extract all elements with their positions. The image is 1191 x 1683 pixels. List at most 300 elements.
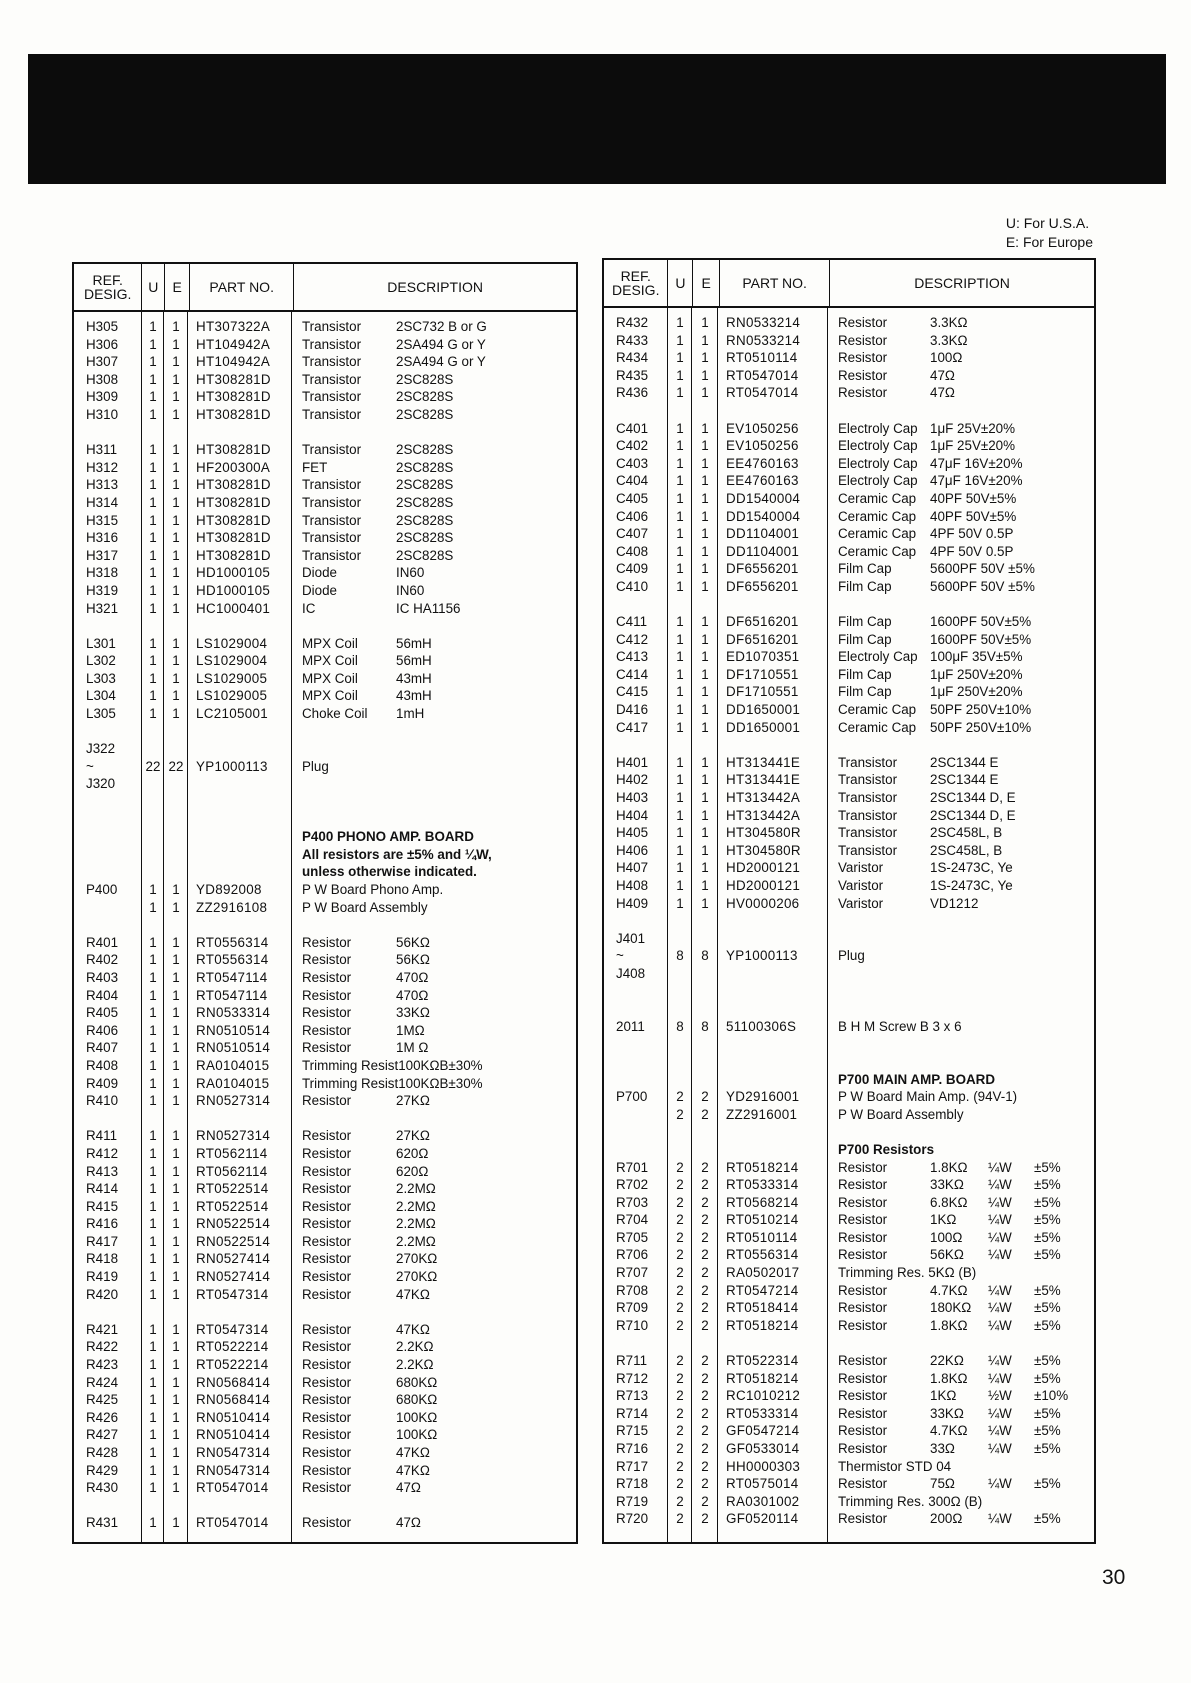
description-value: 33Ω: [930, 1441, 955, 1456]
part-number-cell: DF6556201: [726, 561, 799, 577]
description-tolerance: ±5%: [1034, 1212, 1061, 1228]
description-type: MPX Coil: [302, 653, 358, 669]
table-row: [604, 771, 1094, 789]
part-number-cell: RT0556314: [196, 934, 269, 950]
u-qty-cell: 1: [149, 1163, 157, 1179]
table-row: [74, 1479, 576, 1497]
ref-desig-cell: C406: [616, 508, 649, 524]
part-number-cell: RT0510214: [726, 1212, 799, 1228]
description-value: 4.7KΩ: [930, 1282, 968, 1298]
description-type: Film Cap: [838, 631, 892, 647]
table-row: [604, 1264, 1094, 1282]
e-qty-cell: 2: [701, 1441, 709, 1456]
description-tolerance: ±5%: [1034, 1353, 1061, 1369]
ref-desig-cell: L304: [86, 688, 116, 704]
u-qty-cell: 2: [676, 1229, 684, 1245]
e-qty-cell: 2: [701, 1493, 709, 1509]
table-row: [74, 494, 576, 512]
description-type: MPX Coil: [302, 670, 358, 686]
description-type: Transistor: [838, 772, 898, 788]
row-spacer: [604, 596, 1094, 614]
part-number-cell: ZZ2916001: [726, 1106, 798, 1122]
table-row: [604, 1071, 1094, 1089]
description-value: 470Ω: [396, 987, 429, 1003]
part-number-cell: RN0522514: [196, 1216, 271, 1232]
u-qty-cell: 2: [676, 1353, 684, 1369]
ref-desig-cell: R426: [86, 1409, 119, 1425]
description-value: 47Ω: [930, 385, 955, 401]
ref-desig-cell: R408: [86, 1057, 119, 1073]
table-row: [74, 582, 576, 600]
u-qty-cell: 1: [676, 666, 684, 682]
e-qty-cell: 1: [172, 1286, 180, 1302]
table-row: [604, 314, 1094, 332]
description-cell: [828, 560, 1094, 578]
description-type: Resistor: [302, 1445, 352, 1460]
part-number-cell: GF0533014: [726, 1441, 800, 1456]
part-number-cell: RA0104015: [196, 1075, 270, 1091]
description-type: Diode: [302, 565, 337, 581]
part-number-cell: 51100306S: [726, 1018, 797, 1034]
description-type: Resistor: [838, 1441, 888, 1456]
ref-desig-cell: L305: [86, 706, 116, 722]
ref-desig-cell: H402: [616, 772, 649, 788]
ref-desig-cell: R708: [616, 1282, 649, 1298]
part-number-cell: LS1029004: [196, 635, 268, 651]
u-qty-cell: 1: [676, 367, 684, 383]
e-qty-cell: 8: [701, 948, 709, 964]
e-qty-cell: 1: [701, 878, 709, 893]
ref-desig-cell: H404: [616, 807, 649, 823]
description-cell: [828, 1282, 1094, 1300]
part-number-cell: RA0104015: [196, 1057, 270, 1073]
e-qty-cell: [164, 775, 188, 793]
e-qty-cell: 1: [701, 332, 709, 348]
description-type: Resistor: [838, 1476, 888, 1492]
part-number-cell: HT104942A: [196, 354, 271, 370]
table-row: [604, 560, 1094, 578]
u-qty-cell: 1: [676, 772, 684, 788]
description-cell: [292, 758, 576, 776]
ref-desig-cell: H314: [86, 494, 119, 510]
description-wattage: ½W: [988, 1388, 1012, 1404]
description-cell: [828, 1229, 1094, 1247]
ref-desig-cell: R412: [86, 1145, 119, 1161]
description-value: 2SC828S: [396, 371, 454, 387]
table-row: [74, 740, 576, 758]
description-type: Transistor: [302, 389, 362, 405]
description-type: Electroly Cap: [838, 438, 918, 454]
description-value: 680KΩ: [396, 1374, 438, 1390]
e-qty-cell: 1: [701, 807, 709, 823]
description-wattage: [1040, 1493, 1086, 1511]
table-row: [604, 1475, 1094, 1493]
description-type: Varistor: [838, 895, 884, 911]
table-row: [604, 1018, 1094, 1036]
ref-desig-cell: R712: [616, 1370, 649, 1386]
description-cell: [292, 1004, 576, 1022]
table-row: [74, 1391, 576, 1409]
u-qty-cell: 1: [149, 1181, 157, 1197]
description-type: Resistor: [302, 1093, 352, 1109]
description-value: 1S-2473C, Ye: [930, 878, 1013, 893]
part-number-cell: LS1029005: [196, 670, 268, 686]
description-value: 33KΩ: [930, 1405, 964, 1421]
ref-desig-cell: C417: [616, 719, 649, 735]
ref-desig-cell: [74, 828, 142, 846]
table-row: [604, 472, 1094, 490]
table-row: [604, 1194, 1094, 1212]
description-wattage: ¼W: [988, 1423, 1012, 1439]
ref-desig-cell: J320: [86, 776, 116, 792]
description-value: 2SC458L, B: [930, 825, 1003, 841]
description-value: 5600PF 50V ±5%: [930, 561, 1035, 577]
description-type: Transistor: [302, 477, 362, 493]
ref-desig-cell: R425: [86, 1392, 119, 1408]
table-row: [604, 1141, 1094, 1159]
description-cell: [292, 1057, 576, 1075]
u-qty-cell: 2: [676, 1159, 684, 1175]
e-qty-cell: 1: [172, 600, 180, 616]
description-value: 1μF 25V±20%: [930, 420, 1016, 436]
description-type: Resistor: [838, 315, 888, 330]
description-cell: [292, 1374, 576, 1392]
e-qty-cell: 1: [701, 561, 709, 577]
description-type: Resistor: [302, 969, 352, 985]
description-wattage: ¼W: [988, 1476, 1012, 1492]
part-number-cell: [718, 965, 828, 983]
description-cell: [828, 1159, 1094, 1177]
description-value: 1MΩ: [396, 1022, 425, 1038]
description-cell: [828, 683, 1094, 701]
part-number-cell: RN0568414: [196, 1374, 271, 1390]
u-qty-cell: 1: [149, 1075, 157, 1091]
description-cell: [292, 529, 576, 547]
ref-desig-cell: C411: [616, 614, 648, 630]
part-number-cell: RT0510114: [726, 350, 798, 366]
part-number-cell: HH0000303: [726, 1458, 801, 1474]
description-type: Resistor: [302, 1269, 352, 1285]
ref-desig-cell: L301: [86, 635, 116, 651]
description-type: Resistor: [838, 1229, 888, 1245]
description-type: P700 Resistors: [838, 1141, 935, 1157]
table-row: [604, 842, 1094, 860]
description-type: Resistor: [838, 1423, 888, 1439]
u-qty-cell: 1: [149, 1057, 157, 1073]
ref-desig-cell: H306: [86, 336, 119, 352]
part-number-cell: RT0518214: [726, 1370, 799, 1386]
u-qty-cell: 1: [149, 969, 157, 985]
table-row: [604, 930, 1094, 948]
row-spacer: [74, 424, 576, 442]
e-qty-cell: 1: [172, 459, 180, 475]
u-qty-cell: 1: [676, 807, 684, 823]
description-cell: [292, 441, 576, 459]
description-type: Resistor: [838, 367, 888, 383]
table-row: [604, 490, 1094, 508]
ref-desig-cell: R406: [86, 1022, 119, 1038]
description-type: Resistor: [838, 385, 888, 401]
description-value: 2SC1344 D, E: [930, 807, 1016, 823]
description-type: Resistor: [838, 1300, 888, 1316]
description-type: Transistor: [302, 319, 362, 334]
part-number-cell: RN0510514: [196, 1022, 271, 1038]
part-number-cell: HD2000121: [726, 860, 801, 876]
description-tolerance: ±10%: [1034, 1388, 1069, 1404]
e-qty-cell: 2: [701, 1388, 709, 1404]
description-type: Resistor: [302, 1040, 352, 1056]
part-number-cell: RT0510114: [726, 1229, 798, 1245]
description-type: IC: [302, 600, 316, 616]
e-qty-cell: 2: [701, 1089, 709, 1105]
table-row: [74, 1374, 576, 1392]
description-cell: [828, 1370, 1094, 1388]
description-tolerance: ±5%: [1034, 1370, 1061, 1386]
ref-desig-cell: R716: [616, 1441, 649, 1456]
description-cell: [292, 371, 576, 389]
description-type: Trimming Res. 300Ω (B): [838, 1493, 983, 1509]
ref-desig-cell: R717: [616, 1458, 649, 1474]
description-value: 56mH: [396, 635, 432, 651]
ref-desig-cell: H403: [616, 790, 649, 806]
description-value: 1μF 250V±20%: [930, 666, 1023, 682]
table-row: [74, 1444, 576, 1462]
description-cell: [292, 1479, 576, 1497]
part-number-cell: LS1029005: [196, 688, 268, 704]
description-wattage: ¼W: [988, 1194, 1012, 1210]
header-e: E: [693, 260, 720, 306]
description-type: FET: [302, 459, 328, 475]
e-qty-cell: 1: [172, 371, 180, 387]
table-row: [74, 828, 576, 846]
table-row: [604, 578, 1094, 596]
part-number-cell: HT313441E: [726, 754, 801, 770]
e-qty-cell: 8: [701, 1018, 709, 1034]
u-qty-cell: 1: [149, 1005, 157, 1021]
table-row: [74, 1338, 576, 1356]
description-type: Transistor: [302, 530, 362, 546]
u-qty-cell: 2: [676, 1106, 684, 1122]
e-qty-cell: 1: [172, 1445, 180, 1460]
description-value: IN60: [396, 582, 425, 598]
e-qty-cell: 1: [172, 477, 180, 493]
description-cell: [292, 670, 576, 688]
e-qty-cell: 1: [172, 688, 180, 704]
part-number-cell: HT313442A: [726, 790, 801, 806]
description-type: Transistor: [838, 754, 898, 770]
e-qty-cell: 1: [172, 1409, 180, 1425]
description-value: IC HA1156: [396, 600, 461, 616]
description-type: Resistor: [302, 1409, 352, 1425]
u-qty-cell: 1: [676, 895, 684, 911]
table-row: [604, 1176, 1094, 1194]
e-qty-cell: 1: [701, 420, 709, 436]
u-qty-cell: 1: [149, 1515, 157, 1531]
description-type: Resistor: [302, 1374, 352, 1390]
e-qty-cell: 1: [172, 512, 180, 528]
u-qty-cell: 1: [149, 1286, 157, 1302]
row-spacer: [604, 402, 1094, 420]
description-value: 1.8KΩ: [930, 1317, 968, 1333]
u-qty-cell: 1: [676, 526, 684, 542]
ref-desig-cell: R418: [86, 1251, 119, 1267]
part-number-cell: HT313441E: [726, 772, 801, 788]
e-qty-cell: 1: [701, 473, 709, 489]
ref-desig-cell: R702: [616, 1177, 649, 1193]
part-number-cell: HD2000121: [726, 878, 801, 893]
part-number-cell: DF1710551: [726, 684, 799, 700]
e-qty-cell: 1: [172, 406, 180, 422]
ref-desig-cell: H313: [86, 477, 119, 493]
part-number-cell: RT0518214: [726, 1317, 799, 1333]
part-number-cell: [188, 863, 292, 881]
part-number-cell: RN0527414: [196, 1251, 271, 1267]
part-number-cell: HT308281D: [196, 389, 271, 405]
e-qty-cell: 2: [701, 1423, 709, 1439]
ref-desig-cell: J408: [616, 965, 646, 981]
description-value: 50PF 250V±10%: [930, 702, 1032, 718]
part-number-cell: ED1070351: [726, 649, 800, 665]
description-cell: [292, 494, 576, 512]
table-row: [604, 1440, 1094, 1458]
u-qty-cell: 1: [149, 1427, 157, 1443]
description-cell: [828, 1018, 1094, 1036]
description-cell: [828, 965, 1094, 983]
description-tolerance: ±5%: [1034, 1159, 1061, 1175]
ref-desig-cell: R719: [616, 1493, 649, 1509]
description-cell: [828, 1246, 1094, 1264]
u-qty-cell: 22: [145, 758, 161, 774]
part-number-cell: LC2105001: [196, 706, 268, 722]
description-wattage: ¼W: [988, 1353, 1012, 1369]
description-type: Resistor: [302, 952, 352, 968]
part-number-cell: HT308281D: [196, 371, 271, 387]
header-banner: [28, 54, 1166, 184]
table-row: [74, 1356, 576, 1374]
ref-desig-cell: R433: [616, 332, 649, 348]
description-type: Transistor: [838, 842, 898, 858]
description-wattage: ¼W: [988, 1177, 1012, 1193]
description-value: 2SC732 B or G: [396, 319, 487, 334]
part-number-cell: RT0522514: [196, 1181, 269, 1197]
description-type: Resistor: [838, 1511, 888, 1527]
table-row: [604, 437, 1094, 455]
row-spacer: [74, 811, 576, 829]
e-qty-cell: [164, 863, 188, 881]
u-qty-cell: 1: [676, 631, 684, 647]
u-qty-cell: 1: [149, 882, 157, 897]
table-header: [74, 264, 576, 312]
e-qty-cell: 1: [172, 1357, 180, 1373]
e-qty-cell: 1: [701, 438, 709, 454]
u-qty-cell: 1: [676, 385, 684, 401]
u-qty-cell: 1: [149, 1480, 157, 1496]
description-cell: [292, 336, 576, 354]
description-value: 1S-2473C, Ye: [930, 860, 1013, 876]
part-number-cell: HT308281D: [196, 494, 271, 510]
table-row: [604, 807, 1094, 825]
ref-desig-cell: R709: [616, 1300, 649, 1316]
part-number-cell: RA0301002: [726, 1493, 800, 1509]
table-row: [74, 1409, 576, 1427]
description-type: Resistor: [302, 1163, 352, 1179]
table-row: [604, 1106, 1094, 1124]
row-spacer: [74, 723, 576, 741]
ref-desig-cell: R704: [616, 1212, 649, 1228]
description-cell: [828, 1510, 1094, 1528]
u-qty-cell: 2: [676, 1441, 684, 1456]
e-qty-cell: 1: [172, 1075, 180, 1091]
u-qty-cell: [668, 930, 692, 948]
ref-desig-cell: R703: [616, 1194, 649, 1210]
description-type: Plug: [838, 948, 865, 964]
table-row: [74, 969, 576, 987]
header-e: E: [165, 264, 190, 310]
description-type: Plug: [302, 758, 329, 774]
row-spacer: [74, 1303, 576, 1321]
row-spacer: [74, 793, 576, 811]
part-number-cell: RT0547314: [196, 1286, 269, 1302]
u-qty-cell: 8: [676, 948, 684, 964]
description-type: All resistors are ±5% and ¼W,: [302, 846, 492, 862]
part-number-cell: RN0527314: [196, 1128, 271, 1144]
u-qty-cell: 1: [149, 1321, 157, 1337]
table-row: [604, 613, 1094, 631]
description-type: Varistor: [838, 860, 884, 876]
description-cell: [828, 895, 1094, 913]
row-spacer: [74, 617, 576, 635]
ref-desig-cell: [604, 1071, 668, 1089]
description-type: MPX Coil: [302, 688, 358, 704]
description-type: Resistor: [302, 1005, 352, 1021]
u-qty-cell: 2: [676, 1423, 684, 1439]
description-value: 56KΩ: [396, 952, 430, 968]
description-type: Resistor: [838, 1194, 888, 1210]
u-qty-cell: 1: [149, 389, 157, 405]
ref-desig-cell: R434: [616, 350, 649, 366]
ref-desig-cell: J322: [86, 741, 116, 757]
table-row: [74, 1022, 576, 1040]
table-row: [74, 1092, 576, 1110]
table-row: [604, 1317, 1094, 1335]
ref-desig-cell: R430: [86, 1480, 119, 1496]
table-row: [604, 332, 1094, 350]
header-ref-desig: REF. DESIG.: [604, 260, 668, 306]
description-type: Resistor: [302, 1286, 352, 1302]
e-qty-cell: 1: [701, 754, 709, 770]
description-value: 2SC828S: [396, 477, 454, 493]
description-cell: [828, 508, 1094, 526]
part-number-cell: HD1000105: [196, 565, 271, 581]
description-cell: [292, 1338, 576, 1356]
description-cell: [828, 947, 1094, 965]
u-qty-cell: 1: [676, 790, 684, 806]
part-number-cell: DD1540004: [726, 508, 801, 524]
u-qty-cell: 2: [676, 1177, 684, 1193]
description-cell: [292, 1268, 576, 1286]
u-qty-cell: 1: [149, 1339, 157, 1355]
description-wattage: [1009, 1458, 1055, 1476]
table-row: [604, 349, 1094, 367]
part-number-cell: HT308281D: [196, 442, 271, 458]
e-qty-cell: 1: [172, 1233, 180, 1249]
row-spacer: [604, 1000, 1094, 1018]
table-row: [74, 1039, 576, 1057]
description-cell: [292, 881, 576, 899]
description-tolerance: ±5%: [1034, 1194, 1061, 1210]
u-qty-cell: 2: [676, 1089, 684, 1105]
e-qty-cell: 1: [172, 706, 180, 722]
